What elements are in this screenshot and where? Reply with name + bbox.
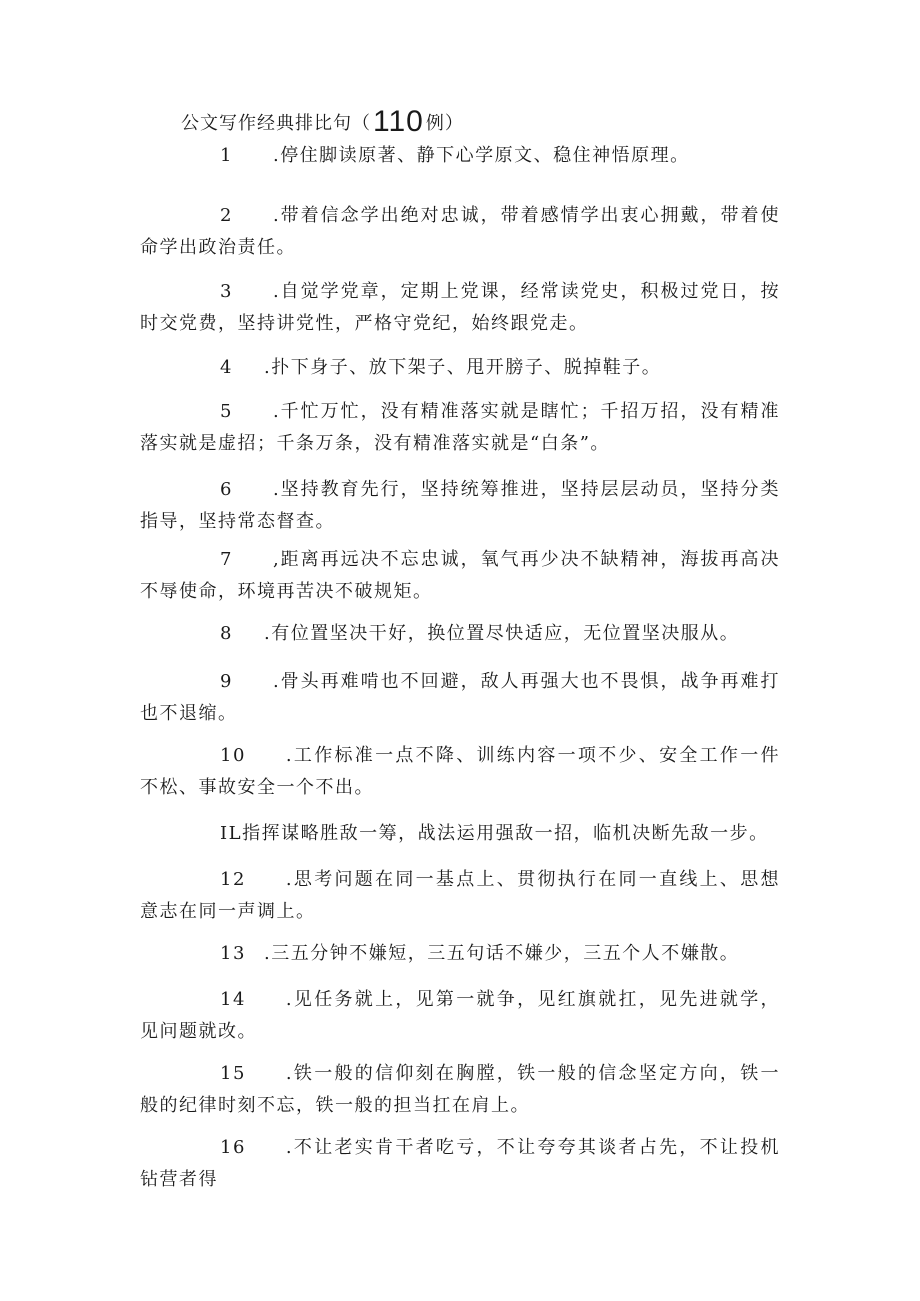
list-item bbox=[140, 666, 780, 730]
item-separator: . bbox=[272, 145, 281, 166]
list-item bbox=[140, 938, 780, 970]
list-item bbox=[140, 864, 780, 928]
list-item bbox=[140, 818, 780, 850]
item-separator: . bbox=[285, 1063, 294, 1084]
item-number: 1 bbox=[220, 145, 233, 166]
item-separator: . bbox=[285, 1137, 294, 1158]
list-item bbox=[140, 984, 780, 1048]
list-item bbox=[140, 1132, 780, 1196]
item-number: 15 bbox=[220, 1063, 246, 1084]
list-item bbox=[140, 396, 780, 460]
item-number: 8 bbox=[220, 623, 233, 644]
item-number: 4 bbox=[220, 357, 233, 378]
item-separator: . bbox=[272, 671, 281, 692]
item-text: 停住脚读原著、静下心学原文、稳住神悟原理。 bbox=[280, 145, 690, 166]
list-item bbox=[140, 474, 780, 538]
list-item bbox=[140, 352, 780, 384]
item-separator: . bbox=[272, 281, 281, 302]
list-item bbox=[140, 140, 780, 172]
item-separator: . bbox=[264, 357, 272, 378]
item-number: 14 bbox=[220, 989, 246, 1010]
item-text: 工作标准一点不降、训练内容一项不少、安全工作一件不松、事故安全一个不出。 bbox=[140, 745, 780, 798]
item-text: 三五分钟不嫌短，三五句话不嫌少，三五个人不嫌散。 bbox=[271, 943, 740, 964]
item-text: 思考问题在同一基点上、贯彻执行在同一直线上、思想意志在同一声调上。 bbox=[140, 869, 780, 922]
list-item bbox=[140, 618, 780, 650]
item-text: 坚持教育先行，坚持统筹推进，坚持层层动员，坚持分类指导，坚持常态督查。 bbox=[140, 479, 780, 532]
item-number: 5 bbox=[220, 401, 233, 422]
item-separator: . bbox=[264, 943, 272, 964]
item-separator: . bbox=[285, 745, 294, 766]
item-number: 9 bbox=[220, 671, 233, 692]
item-text: 扑下身子、放下架子、甩开膀子、脱掉鞋子。 bbox=[271, 357, 662, 378]
list-item bbox=[140, 740, 780, 804]
list-item bbox=[140, 276, 780, 340]
title-suffix: 例） bbox=[425, 113, 464, 134]
item-number: IL bbox=[220, 823, 243, 844]
list-item bbox=[140, 544, 780, 608]
item-text: 见任务就上，见第一就争，见红旗就扛，见先进就学，见问题就改。 bbox=[140, 989, 780, 1042]
item-text: 铁一般的信仰刻在胸膛，铁一般的信念坚定方向，铁一般的纪律时刻不忘，铁一般的担当扛在肩上。 bbox=[140, 1063, 780, 1116]
item-separator: . bbox=[264, 623, 272, 644]
item-text: 带着信念学出绝对忠诚，带着感情学出衷心拥戴，带着使命学出政治责任。 bbox=[140, 205, 780, 258]
item-number: 2 bbox=[220, 205, 233, 226]
item-separator: . bbox=[285, 989, 294, 1010]
title-prefix: 公文写作经典排比句（ bbox=[181, 113, 371, 134]
item-separator: . bbox=[272, 401, 281, 422]
item-separator: . bbox=[285, 869, 294, 890]
item-text: 不让老实肯干者吃亏，不让夸夸其谈者占先，不让投机钻营者得 bbox=[140, 1137, 780, 1190]
item-text: 骨头再难啃也不回避，敌人再强大也不畏惧，战争再难打也不退缩。 bbox=[140, 671, 780, 724]
item-number: 10 bbox=[220, 745, 246, 766]
item-number: 6 bbox=[220, 479, 233, 500]
item-text: 千忙万忙，没有精准落实就是瞎忙；千招万招，没有精准落实就是虚招；千条万条，没有精准落实就是“白条”。 bbox=[140, 401, 780, 454]
item-separator: . bbox=[272, 479, 281, 500]
item-text: 距离再远决不忘忠诚，氧气再少决不缺精神，海拔再高决不辱使命，环境再苦决不破规矩。 bbox=[140, 549, 780, 602]
item-number: 16 bbox=[220, 1137, 246, 1158]
item-number: 3 bbox=[220, 281, 233, 302]
item-text: 指挥谋略胜敌一筹，战法运用强敌一招，临机决断先敌一步。 bbox=[242, 823, 769, 844]
item-number: 13 bbox=[220, 943, 246, 964]
document-title bbox=[181, 106, 464, 140]
item-number: 12 bbox=[220, 869, 246, 890]
title-number: 110 bbox=[373, 105, 424, 138]
item-text: 有位置坚决干好，换位置尽快适应，无位置坚决服从。 bbox=[271, 623, 740, 644]
list-item bbox=[140, 200, 780, 264]
list-item bbox=[140, 1058, 780, 1122]
item-separator: . bbox=[272, 205, 281, 226]
item-text: 自觉学党章，定期上党课，经常读党史，积极过党日，按时交党费，坚持讲党性，严格守党纪，始终跟党走。 bbox=[140, 281, 780, 334]
item-separator: , bbox=[272, 549, 281, 570]
item-number: 7 bbox=[220, 549, 233, 570]
